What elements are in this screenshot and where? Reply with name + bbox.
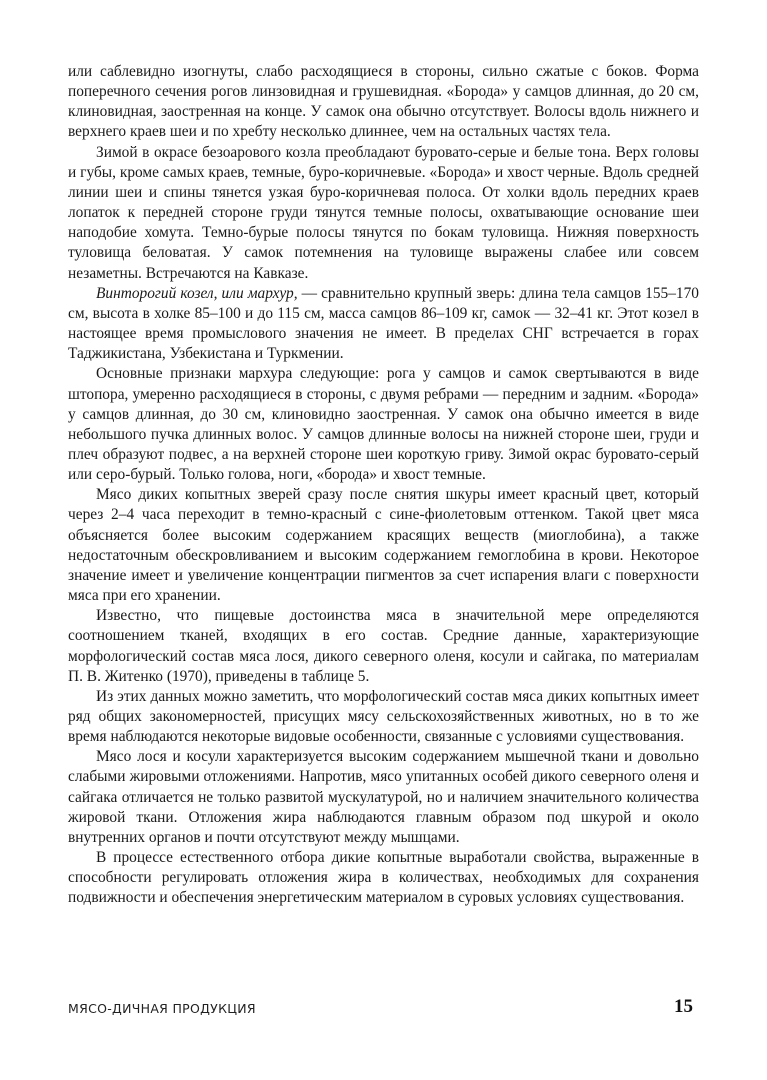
page-number: 15: [674, 996, 693, 1017]
paragraph-nutritional-value: [68, 606, 699, 687]
paragraph-text: Из этих данных можно заметить, что морфологический состав мяса диких копытных имеет ряд общих закономерностей, присущих мясу сельскохозяйственных животных, но в то же время наблюдаются некоторые видовые особенности, связанные с условиями существования.: [68, 687, 699, 746]
paragraph-elk-roe-meat: [68, 747, 699, 848]
paragraph-markhor-features: [68, 364, 699, 485]
paragraph-horn-description: [68, 62, 699, 143]
paragraph-text: — сравнительно крупный зверь: длина тела самцов 155–170 см, высота в холке 85–100 и до 115 см, масса самцов 86–109 кг, самок — 32–41 кг. Этот козел в настоящее время промыслового значения не имеет. В пределах СНГ встречается в горах Таджикистана, Узбекистана и Туркмении.: [68, 284, 699, 363]
paragraph-text: Мясо лося и косули характеризуется высоким содержанием мышечной ткани и довольно слабыми жировыми отложениями. Напротив, мясо упитанных особей дикого северного оленя и сайгака отличается не только развитой мускулатурой, но и наличием значительного количества жировой ткани. Отложения жира наблюдаются главным образом под шкурой и около внутренних органов и почти отсутствуют между мышцами.: [68, 748, 699, 846]
page-body: [68, 62, 699, 909]
page-footer: [68, 998, 699, 1022]
paragraph-morphological-patterns: [68, 687, 699, 747]
paragraph-meat-color: [68, 485, 699, 606]
paragraph-text: В процессе естественного отбора дикие копытные выработали свойства, выраженные в способности регулировать отложения жира в количествах, необходимых для сохранения подвижности и обеспечения энергетическим материалом в суровых условиях существования.: [68, 849, 699, 907]
paragraph-markhor-intro: [68, 284, 699, 365]
paragraph-natural-selection: [68, 848, 699, 908]
paragraph-text: или саблевидно изогнуты, слабо расходящиеся в стороны, сильно сжатые с боков. Форма поперечного сечения рогов линзовидная и грушевидная. «Борода» у самцов длинная, до 20 см, клиновидная, заостренная на конце. У самок она обычно отсутствует. Волосы вдоль нижнего и верхнего краев шеи и по хребту несколько длиннее, чем на остальных частях тела.: [68, 63, 699, 141]
paragraph-bezoar-winter-coloring: [68, 143, 699, 284]
paragraph-lead-markhor: Винторогий козел, или мархур,: [96, 284, 298, 302]
paragraph-text: Зимой в окрасе безоарового козла преобладают буровато-серые и белые тона. Верх головы и губы, кроме самых краев, темные, буро-коричневые. «Борода» и хвост черные. Вдоль средней линии шеи и спины тянется узкая буро-коричневая полоса. От холки вдоль передних краев лопаток к передней стороне груди тянутся темные полосы, охватывающие основание шеи наподобие хомута. Темно-бурые полосы тянутся по бокам туловища. Нижняя поверхность туловища беловатая. У самок потемнения на туловище выражены слабее или совсем незаметны. Встречаются на Кавказе.: [68, 143, 699, 282]
paragraph-text: Известно, что пищевые достоинства мяса в значительной мере определяются соотношением тканей, входящих в его состав. Средние данные, характеризующие морфологический состав мяса лося, дикого северного оленя, косули и сайгака, по материалам П. В. Житенко (1970), приведены в таблице 5.: [68, 607, 699, 685]
paragraph-text: Основные признаки мархура следующие: рога у самцов и самок свертываются в виде штопора, умеренно расходящиеся в стороны, с двумя ребрами — передним и задним. «Борода» у самцов длинная, до 30 см, клиновидно заостренная. У самок она обычно имеется в виде небольшого пучка длинных волос. У самцов длинные волосы на нижней стороне шеи, груди и плеч образуют подвес, а на верхней стороне шеи короткую гриву. Зимой окрас буровато-серый или серо-бурый. Только голова, ноги, «борода» и хвост темные.: [68, 365, 699, 484]
running-title: МЯСО-ДИЧНАЯ ПРОДУКЦИЯ: [68, 1001, 256, 1016]
paragraph-text: Мясо диких копытных зверей сразу после снятия шкуры имеет красный цвет, который через 2–4 часа переходит в темно-красный с сине-фиолетовым оттенком. Такой цвет мяса объясняется более высоким содержанием красящих веществ (миоглобина), а также недостаточным обескровливанием и высоким содержанием гемоглобина в крови. Некоторое значение имеет и увеличение концентрации пигментов за счет испарения влаги с поверхности мяса при его хранении.: [68, 486, 699, 605]
